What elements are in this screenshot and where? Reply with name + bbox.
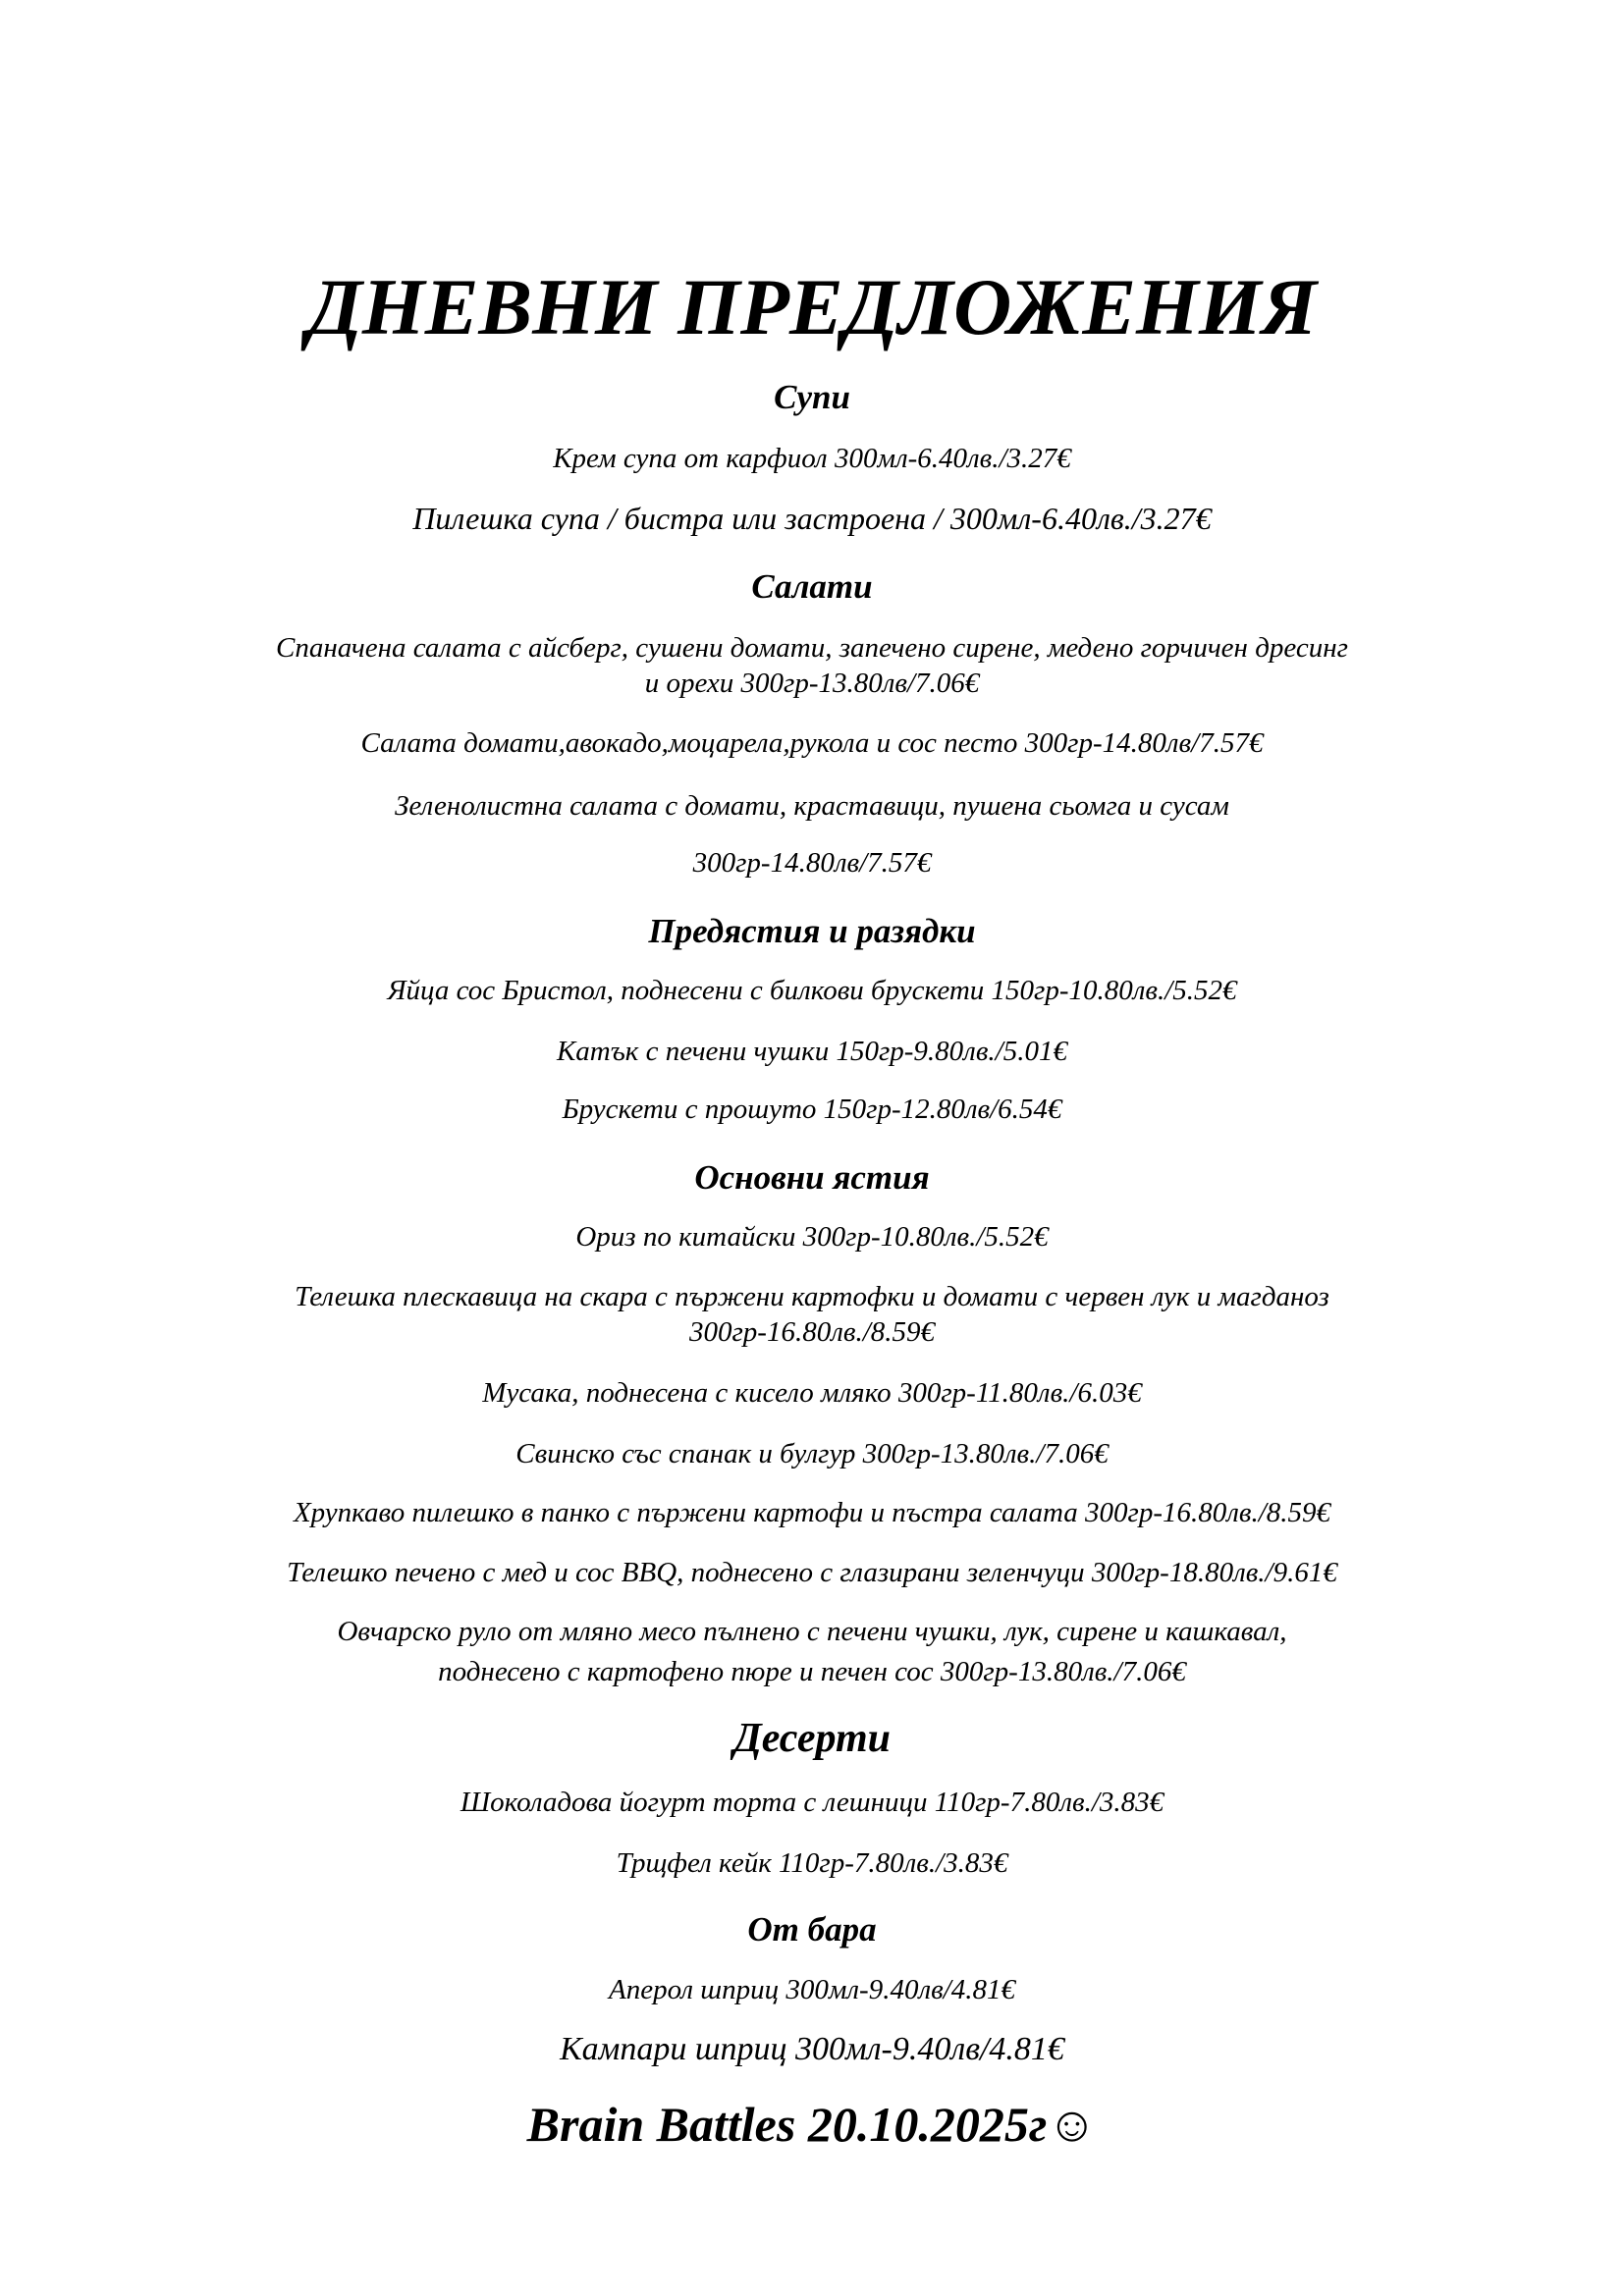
menu-item: Крем супа от карфиол 300мл-6.40лв./3.27€	[553, 443, 1071, 474]
menu-item: Мусака, поднесена с кисело мляко 300гр-11.80лв./6.03€	[482, 1377, 1142, 1409]
menu-item: Яйца сос Бристол, поднесени с билкови брускети 150гр-10.80лв./5.52€	[387, 975, 1237, 1006]
menu-item: Трщфел кейк 110гр-7.80лв./3.83€	[616, 1847, 1008, 1879]
section-heading-desserts: Десерти	[733, 1716, 891, 1761]
page-title: ДНЕВНИ ПРЕДЛОЖЕНИЯ	[306, 262, 1318, 351]
menu-item: Аперол шприц 300мл-9.40лв/4.81€	[608, 1974, 1015, 2005]
menu-item: Ориз по китайски 300гр-10.80лв./5.52€	[575, 1221, 1049, 1253]
menu-item: 300гр-14.80лв/7.57€	[692, 847, 932, 879]
menu-item: Пилешка супа / бистра или застроена / 300мл-6.40лв./3.27€	[412, 501, 1212, 536]
menu-item: Зеленолистна салата с домати, краставици, пушена сьомга и сусам	[395, 790, 1229, 822]
menu-item: Салата домати,авокадо,моцарела,рукола и сос песто 300гр-14.80лв/7.57€	[360, 727, 1264, 759]
menu-item: Брускети с прошуто 150гр-12.80лв/6.54€	[562, 1094, 1062, 1125]
menu-item: Шоколадова йогурт торта с лешници 110гр-7.80лв./3.83€	[460, 1787, 1164, 1818]
menu-item: Телешка плескавица на скара с пържени картофки и домати с червен лук и магданоз	[295, 1281, 1329, 1312]
menu-item: Свинско със спанак и булгур 300гр-13.80лв./7.06€	[515, 1438, 1109, 1469]
section-heading-starters: Предястия и разядки	[648, 912, 976, 950]
menu-item: поднесено с картофено пюре и печен сос 300гр-13.80лв./7.06€	[438, 1656, 1186, 1687]
menu-item: Кампари шприц 300мл-9.40лв/4.81€	[560, 2031, 1064, 2067]
section-heading-bar: От бара	[747, 1910, 877, 1949]
section-heading-salads: Салати	[751, 567, 873, 606]
menu-item: и орехи 300гр-13.80лв/7.06€	[644, 667, 980, 699]
section-heading-mains: Основни ястия	[694, 1158, 930, 1197]
footer-event: Brain Battles 20.10.2025г☺	[526, 2097, 1098, 2152]
menu-item: Спаначена салата с айсберг, сушени домати, запечено сирене, медено горчичен дресинг	[276, 632, 1348, 664]
menu-item: Катък с печени чушки 150гр-9.80лв./5.01€	[557, 1036, 1067, 1067]
menu-item: Телешко печено с мед и сос BBQ, поднесено с глазирани зеленчуци 300гр-18.80лв./9.61€	[287, 1557, 1337, 1588]
section-heading-soups: Супи	[774, 378, 850, 416]
menu-item: 300гр-16.80лв./8.59€	[688, 1316, 935, 1348]
menu-item: Хрупкаво пилешко в панко с пържени картофи и пъстра салата 300гр-16.80лв./8.59€	[293, 1497, 1331, 1528]
menu-item: Овчарско руло от мляно месо пълнено с печени чушки, лук, сирене и кашкавал,	[337, 1616, 1287, 1647]
